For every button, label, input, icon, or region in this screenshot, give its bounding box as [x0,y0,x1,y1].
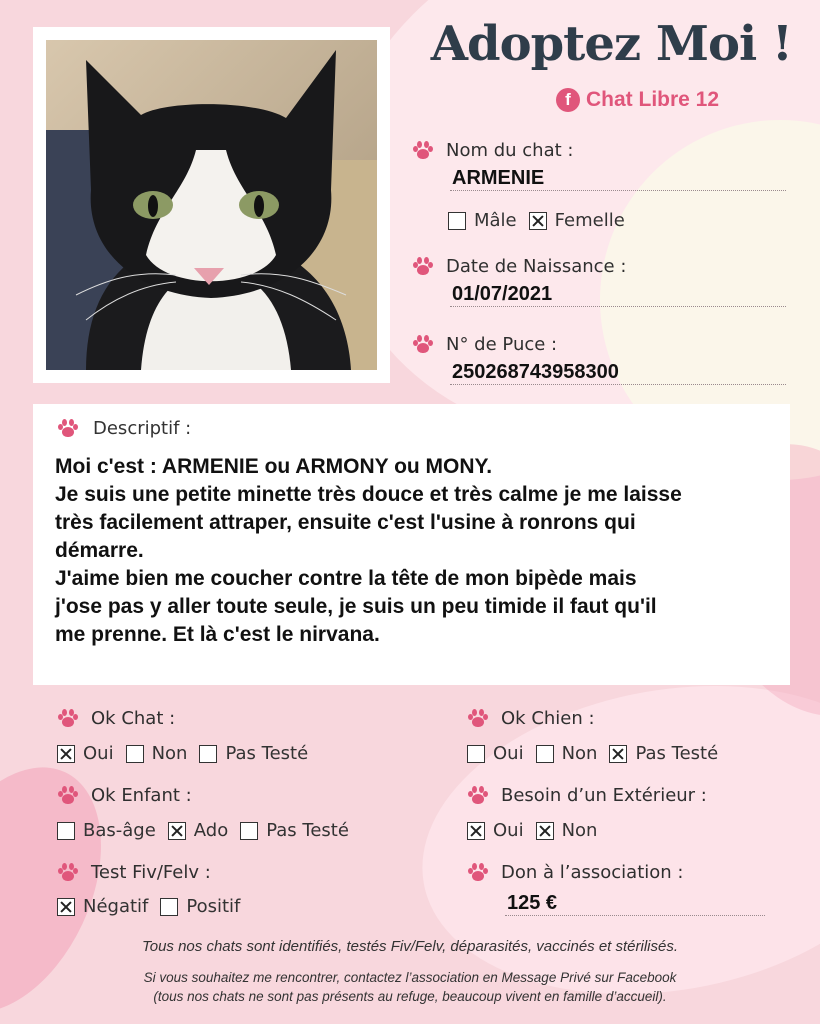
ok-enfant-ado[interactable] [168,820,228,841]
description-header [57,418,768,439]
birth-label-row [412,256,626,277]
option-label: Non [561,820,598,841]
footer-contact-line: (tous nos chats ne sont pas présents au refuge, beaucoup vivent en famille d’accueil). [153,989,667,1004]
description-line: Je suis une petite minette très douce et très calme je me laisse [55,483,682,506]
cat-photo-frame [33,27,390,383]
option-label: Pas Testé [225,743,309,764]
option-label: Non [561,743,598,764]
fiv-options [57,896,252,917]
option-label: Bas-âge [83,820,156,841]
option-label: Négatif [83,896,149,917]
name-value: ARMENIE [450,167,786,191]
exterieur-non[interactable] [536,820,598,841]
ok-chat-oui[interactable] [57,743,114,764]
fiv-negatif[interactable] [57,896,148,917]
checkbox[interactable] [160,898,178,916]
option-label: Oui [83,743,114,764]
brand-link[interactable] [556,86,766,114]
paw-icon [467,863,489,883]
option-label: Ado [193,820,229,841]
checkbox[interactable] [126,745,144,763]
checkbox-checked[interactable] [57,898,75,916]
fiv-label-row [57,862,211,883]
exterieur-label-row [467,785,707,806]
ok-enfant-label-row [57,785,192,806]
checkbox-checked[interactable] [467,822,485,840]
checkbox[interactable] [57,822,75,840]
ok-chat-options [57,743,320,764]
option-label: Pas Testé [635,743,719,764]
ok-chat-label-row [57,708,175,729]
description-line: J'aime bien me coucher contre la tête de mon bipède mais [55,567,637,590]
checkbox-checked[interactable] [529,212,547,230]
cat-illustration [46,40,377,370]
option-label: Pas Testé [266,820,349,841]
description-box [33,404,790,685]
exterieur-oui[interactable] [467,820,524,841]
checkbox[interactable] [448,212,466,230]
checkbox[interactable] [536,745,554,763]
paw-icon [412,335,434,355]
ok-enfant-pas-teste[interactable] [240,820,349,841]
chip-value: 250268743958300 [450,361,786,385]
ok-chien-non[interactable] [536,743,598,764]
don-label-row [467,862,683,883]
paw-icon [57,709,79,729]
sex-options [448,210,637,231]
ok-chien-label-row [467,708,595,729]
fiv-positif[interactable] [160,896,240,917]
paw-icon [57,786,79,806]
fiv-label: Test Fiv/Felv : [91,862,211,883]
ok-chien-options [467,743,730,764]
facebook-icon: f [556,88,580,112]
footer-note: Tous nos chats sont identifiés, testés Fiv/Felv, déparasités, vaccinés et stérilisés. [141,938,679,955]
option-label: Oui [493,820,524,841]
description-label: Descriptif : [93,418,192,439]
checkbox-checked[interactable] [536,822,554,840]
birth-label: Date de Naissance : [446,256,627,277]
ok-chat-pas-teste[interactable] [199,743,308,764]
option-label: Mâle [474,210,517,231]
cat-photo [46,40,377,370]
description-line: j'ose pas y aller toute seule, je suis un peu timide il faut qu'il [55,595,657,618]
ok-chat-label: Ok Chat : [91,708,176,729]
don-label: Don à l’association : [501,862,684,883]
option-label: Femelle [554,210,625,231]
ok-enfant-options [57,820,361,841]
page-title: Adoptez Moi ! [430,16,792,72]
ok-enfant-bas-age[interactable] [57,820,156,841]
ok-chien-label: Ok Chien : [501,708,595,729]
exterieur-options [467,820,609,841]
paw-icon [467,786,489,806]
name-label: Nom du chat : [446,140,574,161]
exterieur-label: Besoin d’un Extérieur : [501,785,707,806]
ok-chat-non[interactable] [126,743,188,764]
paw-icon [57,863,79,883]
don-value: 125 € [505,892,765,916]
birth-value: 01/07/2021 [450,283,786,307]
chip-label: N° de Puce : [446,334,558,355]
ok-chien-pas-teste[interactable] [609,743,718,764]
sex-option-female[interactable] [529,210,625,231]
paw-icon [412,257,434,277]
option-label: Positif [186,896,241,917]
description-line: me prenne. Et là c'est le nirvana. [55,623,380,646]
paw-icon [412,141,434,161]
brand-name: Chat Libre 12 [586,88,720,111]
description-line: Moi c'est : ARMENIE ou ARMONY ou MONY. [55,455,493,478]
paw-icon [57,419,79,439]
description-line: démarre. [55,539,144,562]
checkbox-checked[interactable] [609,745,627,763]
footer-contact-line: Si vous souhaitez me rencontrer, contactez l’association en Message Privé sur Facebook [143,970,677,985]
name-label-row [412,140,573,161]
description-text [55,453,768,649]
paw-icon [467,709,489,729]
checkbox-checked[interactable] [57,745,75,763]
chip-label-row [412,334,557,355]
option-label: Non [151,743,188,764]
sex-option-male[interactable] [448,210,517,231]
checkbox[interactable] [240,822,258,840]
ok-chien-oui[interactable] [467,743,524,764]
footer-contact [20,968,800,1006]
option-label: Oui [493,743,524,764]
checkbox-checked[interactable] [168,822,186,840]
description-line: très facilement attraper, ensuite c'est l'usine à ronrons qui [55,511,636,534]
checkbox[interactable] [467,745,485,763]
checkbox[interactable] [199,745,217,763]
ok-enfant-label: Ok Enfant : [91,785,192,806]
